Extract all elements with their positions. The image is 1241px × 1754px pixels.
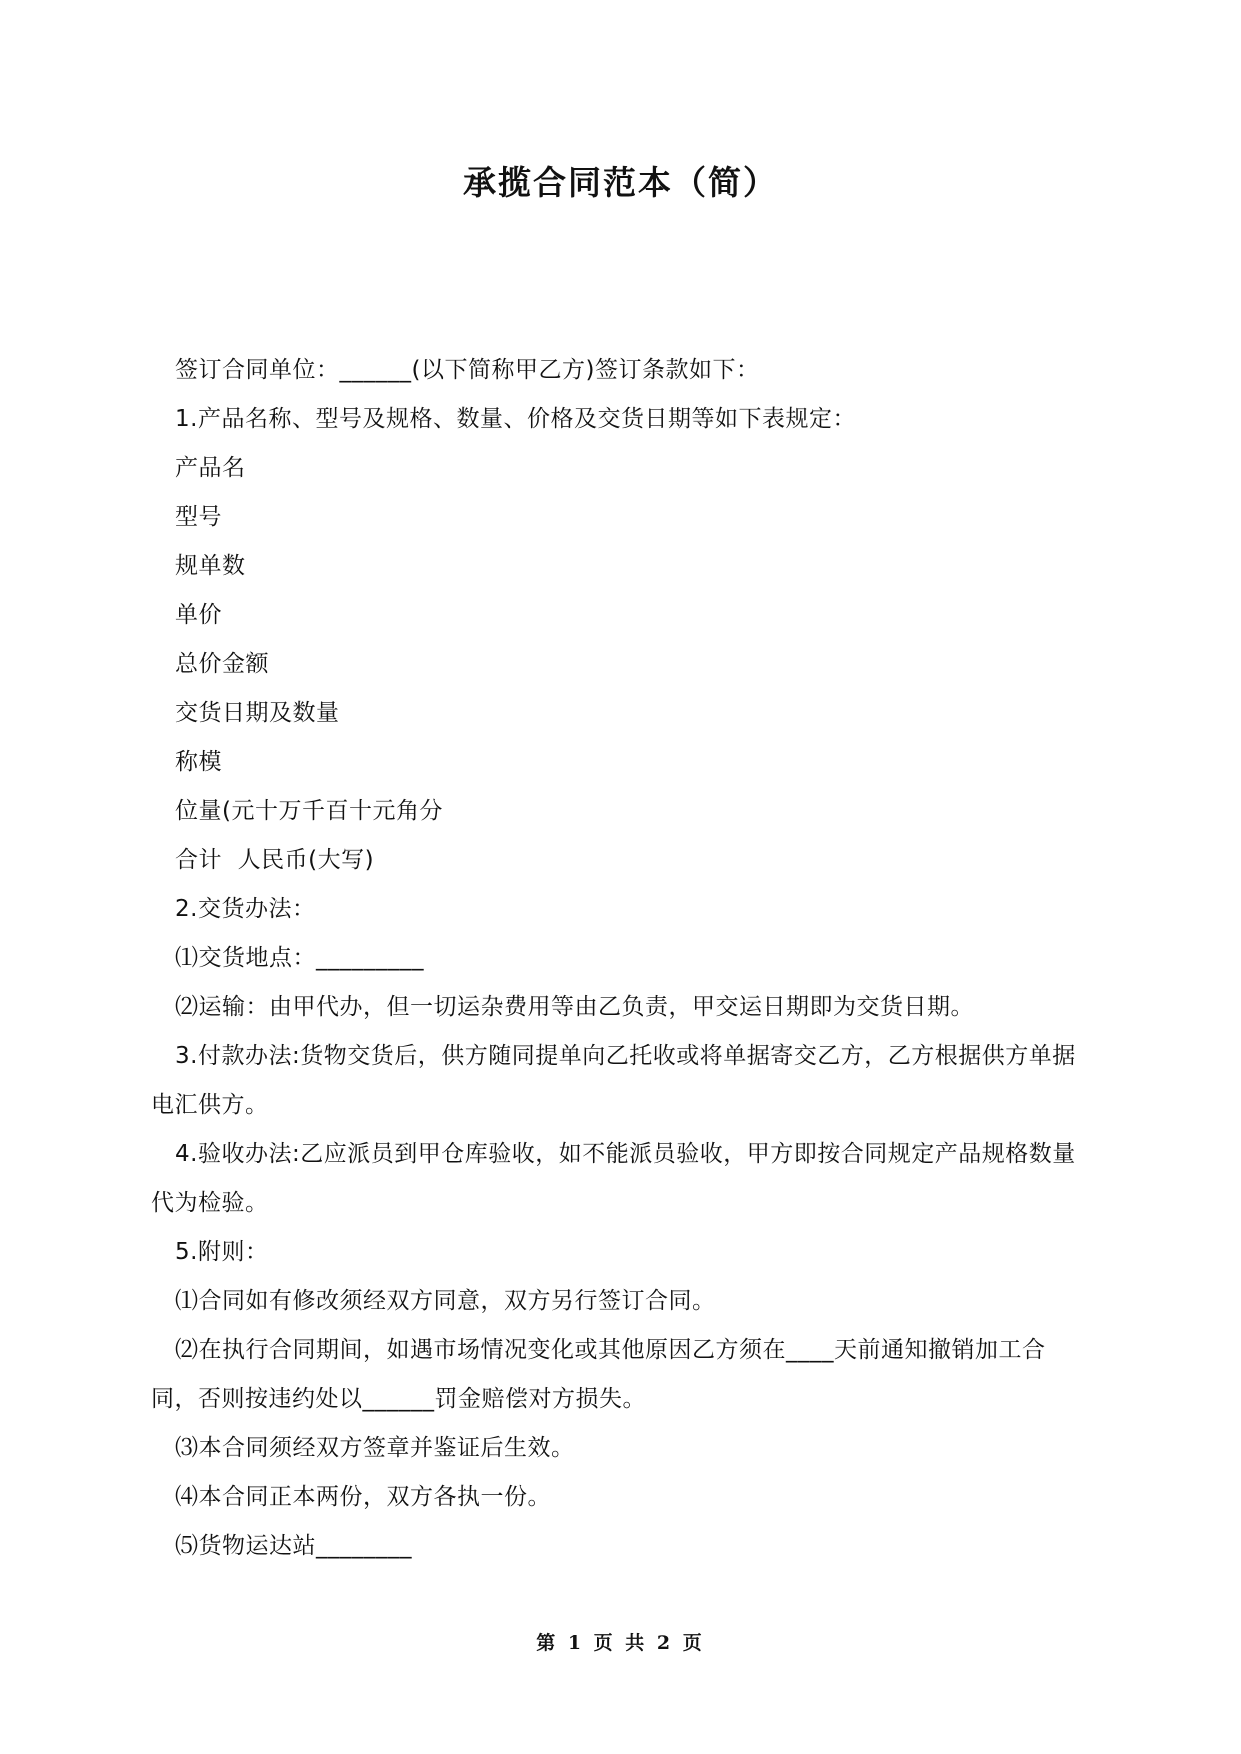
- paragraph-clause-1: 1.产品名称、型号及规格、数量、价格及交货日期等如下表规定：: [175, 406, 856, 432]
- paragraph-name-mold: 称模: [175, 749, 222, 775]
- paragraph-copies: ⑷本合同正本两份，双方各执一份。: [175, 1484, 551, 1510]
- paragraph-total-rmb: 合计 人民币(大写): [175, 847, 375, 873]
- paragraph-cancellation: ⑵在执行合同期间，如遇市场情况变化或其他原因乙方须在____天前通知撤销加工合同，否则按违约处以______罚金赔偿对方损失。: [151, 1337, 1046, 1412]
- paragraph-clause-5: 5.附则：: [175, 1239, 269, 1265]
- paragraph-clause-3-payment: 3.付款办法:货物交货后，供方随同提单向乙托收或将单据寄交乙方，乙方根据供方单据电汇供方。: [151, 1043, 1076, 1118]
- paragraph-unit-amount: 位量(元十万千百十元角分: [175, 798, 443, 824]
- paragraph-product-name: 产品名: [175, 455, 246, 481]
- paragraph-unit-price: 单价: [175, 602, 222, 628]
- paragraph-destination: ⑸货物运达站________: [175, 1533, 412, 1559]
- paragraph-transport: ⑵运输：由甲代办，但一切运杂费用等由乙负责，甲交运日期即为交货日期。: [175, 994, 974, 1020]
- paragraph-model: 型号: [175, 504, 222, 530]
- paragraph-clause-4-inspection: 4.验收办法:乙应派员到甲仓库验收，如不能派员验收，甲方即按合同规定产品规格数量代为检验。: [151, 1141, 1076, 1216]
- paragraph-amendment: ⑴合同如有修改须经双方同意，双方另行签订合同。: [175, 1288, 716, 1314]
- page-number-footer: 第 1 页 共 2 页: [536, 1632, 705, 1654]
- paragraph-total-amount: 总价金额: [175, 651, 269, 677]
- document-body: [151, 346, 1091, 1571]
- paragraph-effective: ⑶本合同须经双方签章并鉴证后生效。: [175, 1435, 575, 1461]
- paragraph-clause-2: 2.交货办法：: [175, 896, 316, 922]
- document-title: 承揽合同范本（简）: [463, 163, 778, 202]
- paragraph-delivery-date: 交货日期及数量: [175, 700, 340, 726]
- paragraph-delivery-place: ⑴交货地点：_________: [175, 945, 424, 971]
- paragraph-contract-parties: 签订合同单位：______(以下简称甲乙方)签订条款如下：: [175, 357, 760, 383]
- paragraph-spec-quantity: 规单数: [175, 553, 246, 579]
